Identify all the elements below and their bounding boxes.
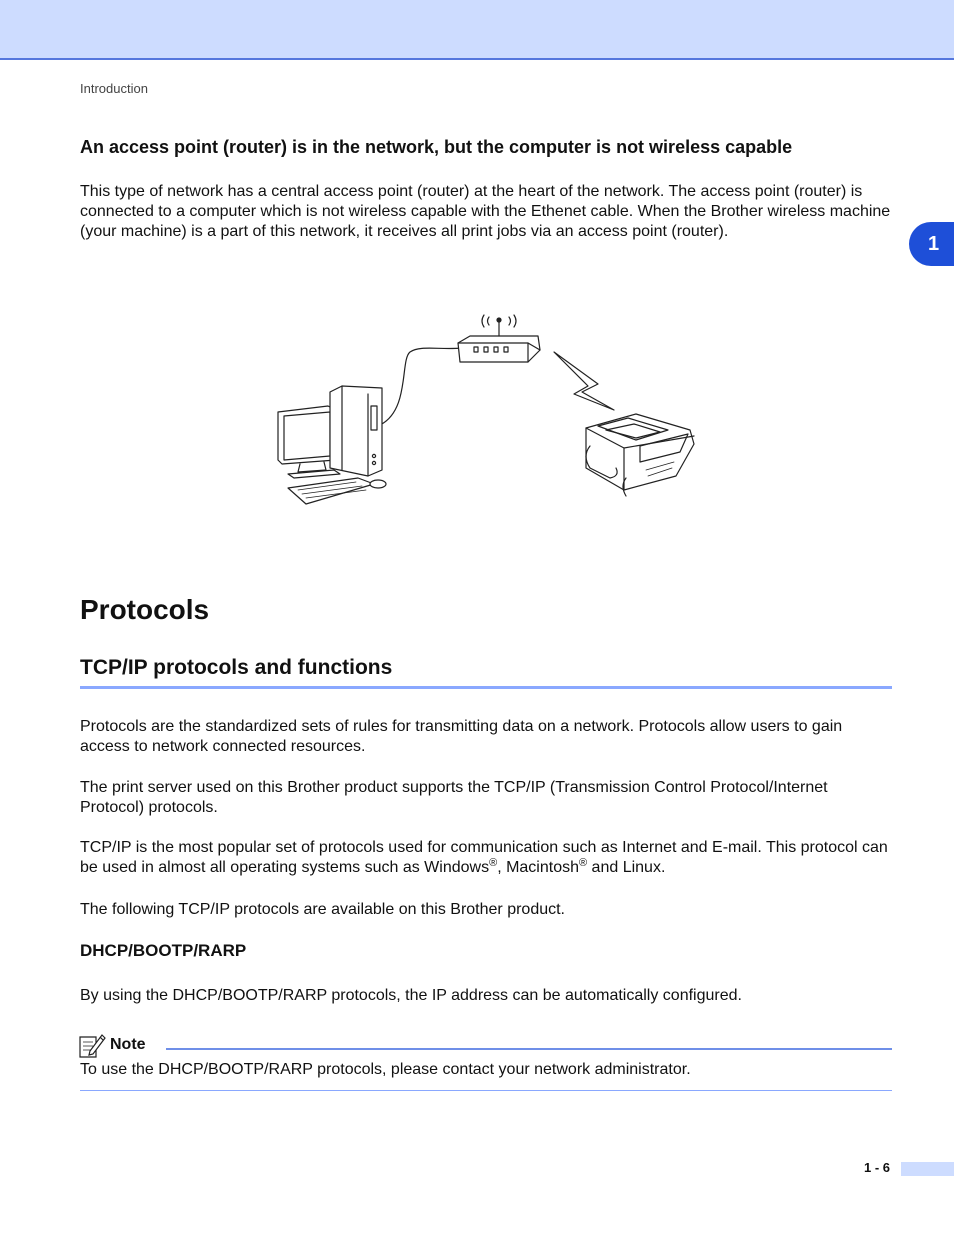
paragraph-dhcp: By using the DHCP/BOOTP/RARP protocols, the IP address can be automatically configured. (80, 987, 742, 1004)
wireless-link-icon (554, 352, 614, 410)
paragraph-tcpip-popular: TCP/IP is the most popular set of protocols used for communication such as Internet and E-mail. This protocol can be used in almost all operating systems such as Windows®, Macintosh® and Linux. (80, 839, 888, 876)
header-band (0, 0, 954, 60)
note-label: Note (110, 1036, 146, 1053)
note-text: To use the DHCP/BOOTP/RARP protocols, please contact your network administrator. (80, 1061, 691, 1078)
breadcrumb: Introduction (80, 81, 148, 96)
section-heading-access-point: An access point (router) is in the network, but the computer is not wireless capable (80, 137, 793, 157)
router-icon (458, 318, 540, 362)
registered-mark: ® (579, 857, 588, 869)
chapter-number: 1 (927, 232, 940, 255)
note-divider-top (166, 1048, 892, 1050)
note-divider-bottom (80, 1090, 892, 1091)
section-heading-tcpip: TCP/IP protocols and functions (80, 656, 393, 679)
note-pencil-icon (78, 1031, 106, 1059)
paragraph-print-server: The print server used on this Brother product supports the TCP/IP (Transmission Control Protocol/Internet Protocol) protocols. (80, 779, 828, 816)
network-diagram (270, 300, 710, 520)
ethernet-cable (380, 348, 462, 425)
registered-mark: ® (489, 857, 498, 869)
page-title: Protocols (80, 594, 210, 625)
paragraph-available-protocols: The following TCP/IP protocols are available on this Brother product. (80, 901, 565, 918)
page-tab (901, 1162, 954, 1176)
printer-icon (586, 414, 694, 496)
paragraph-access-point: This type of network has a central access point (router) at the heart of the network. The access point (router) is connected to a computer which is not wireless capable with the Ethenet cable. When the Brother wireless machine (your machine) is a part of this network, it receives all print jobs via an access point (router). (80, 183, 891, 240)
computer-icon (278, 386, 386, 504)
subsection-heading-dhcp: DHCP/BOOTP/RARP (80, 941, 247, 960)
chapter-tab[interactable] (909, 222, 954, 266)
paragraph-protocols-intro: Protocols are the standardized sets of rules for transmitting data on a network. Protocols allow users to gain access to network connected resources. (80, 718, 843, 755)
page-number: 1 - 6 (864, 1160, 891, 1175)
section-divider (80, 686, 892, 689)
